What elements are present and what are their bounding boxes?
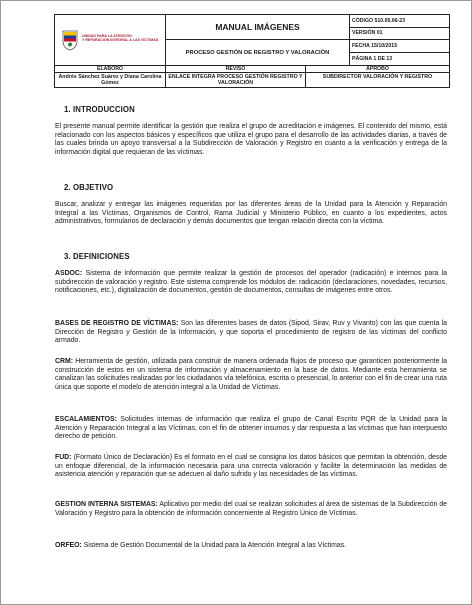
aprobo-value: SUBDIRECTOR VALORACIÓN Y REGISTRO (322, 74, 433, 80)
page-number: PÁGINA 1 DE 13 (352, 55, 393, 62)
reviso-value: ENLACE INTEGRA PROCESO GESTIÓN REGISTRO Y VALORACIÓN (168, 74, 303, 87)
definition-term: ASDOC: (55, 270, 83, 277)
section-title-introduccion: 1. INTRODUCCION (64, 105, 135, 114)
objetivo-paragraph: Buscar, analizar y entregar las imágenes requeridas por las diferentes áreas de la Unidad para la Atención y Reparación Integral a las Víctimas, Organismos de Control, Rama Judicial y Ministerio Público, en cuanto a los expedientes, actos administrativos, formularios de declaración y demás documentos que tengan relación directa con la víctima. (55, 201, 447, 226)
logo-text-line-1: UNIDAD PARA LA ATENCIÓN (82, 34, 132, 38)
definition-text: Sistema de Gestión Documental de la Unidad para la Atención Integral a las Víctimas. (81, 542, 347, 549)
definition-bases-registro (55, 320, 447, 346)
elaboro-column (55, 66, 166, 87)
definition-text: Aplicativo por medio del cual se realizan solicitudes al área de sistemas de la Subdirección de Valoración y Registro para la obtención de información concerniente al Registro Único de Víctimas. (55, 501, 447, 517)
reviso-label: REVISO (166, 66, 305, 73)
approval-table (54, 66, 450, 88)
definition-escalamientos (55, 416, 447, 442)
document-code: CÓDIGO 510.05.06-23 (350, 15, 449, 28)
definition-term: GESTION INTERNA SISTEMAS: (55, 501, 158, 508)
document-version: VERSIÓN 01 (350, 28, 449, 41)
definition-fud (55, 454, 447, 480)
definition-term: BASES DE REGISTRO DE VÍCTIMAS: (55, 320, 179, 327)
definition-term: CRM: (55, 358, 73, 365)
introduccion-paragraph: El presente manual permite identificar la gestión que realiza el grupo de acreditación e imágenes. El contenido del mismo, está relacionado con los aspectos básicos y específicos que utiliza el grupo para el desarrollo de las actividades diarias, a través de las cuales brinda un apoyo transversal a la Subdirección de Valoración y Registro en cuanto a la verificación y entrega de la información digital que requieran de las víctimas. (55, 123, 447, 156)
definition-crm (55, 358, 447, 392)
coat-of-arms-icon (61, 29, 79, 51)
logo-text-line-2: Y REPARACIÓN INTEGRAL A LAS VÍCTIMAS (82, 38, 159, 43)
definition-gestion-interna-sistemas (55, 501, 447, 518)
definition-text: Herramienta de gestión, utilizada para construir de manera ordenada flujos de proceso que garanticen posteriormente la construcción de estos en un sistema de información y almacenamiento en la base de datos. Mediante esta herramienta se canalizan las solicitudes realizadas por los ciudadanos vía telefónica, escrita o presencial, lo anterior con el fin de crear una ruta única que soporte el modelo de atención integral a la Unidad de Víctimas. (55, 358, 447, 391)
definition-term: ORFEO: (55, 542, 82, 549)
definition-text: Solicitudes internas de información que realiza el grupo de Canal Escrito PQR de la Unidad para la Atención y Reparación Integral a las Víctimas, con el fin de obtener insumos y dar respuesta a las víctimas que han interpuesto derecho de petición. (55, 416, 447, 441)
section-title-objetivo: 2. OBJETIVO (64, 183, 114, 192)
definition-term: FUD: (55, 454, 72, 461)
definition-term: ESCALAMIENTOS: (55, 416, 117, 423)
document-title: MANUAL IMÁGENES (166, 15, 350, 40)
unidad-victimas-logo (61, 27, 161, 53)
reviso-column (166, 66, 306, 87)
elaboro-label: ELABORO (55, 66, 165, 73)
document-header-table (54, 14, 450, 66)
definition-orfeo (55, 542, 447, 551)
elaboro-value: Andrés Sánchez Suárez y Diana Carolina Gómez (58, 74, 162, 87)
section-title-definiciones: 3. DEFINICIONES (64, 252, 130, 261)
definition-text: (Formato Único de Declaración) Es el formato en el cual se consigna los datos básicos que permitan la obtención, desde un enfoque diferencial, de la información necesaria para una correcta valoración y facilite la determinación las medidas de asistencia atención y reparación que se adecuen al daño sufrido y las necesidades de las víctimas. (55, 454, 447, 479)
definition-text: Sistema de información que permite realizar la gestión de procesos del operador (radicación) e internos para la subdirección de valoración y registro. Este sistema comprende los módulos de: radicación (declaraciones, novedades, recursos, notificaciones, etc.), digitalización de documentos, gestión de documentos, consultas de imágenes entre otros. (55, 270, 447, 295)
definition-text: Son las diferentes bases de datos (Sipod, Sirav, Ruv y Vivanto) con las que cuenta la Dirección de Registro y Gestión de la Información, y que soporta el procedimiento de registro de las víctimas del conflicto armado. (55, 320, 447, 345)
document-date: FECHA 15/10/2015 (350, 40, 449, 53)
definition-asdoc (55, 270, 447, 296)
logo-cell (55, 15, 166, 65)
aprobo-column (306, 66, 449, 87)
aprobo-label: APROBO (306, 66, 449, 73)
process-name: PROCESO GESTIÓN DE REGISTRO Y VALORACIÓN (166, 40, 350, 65)
